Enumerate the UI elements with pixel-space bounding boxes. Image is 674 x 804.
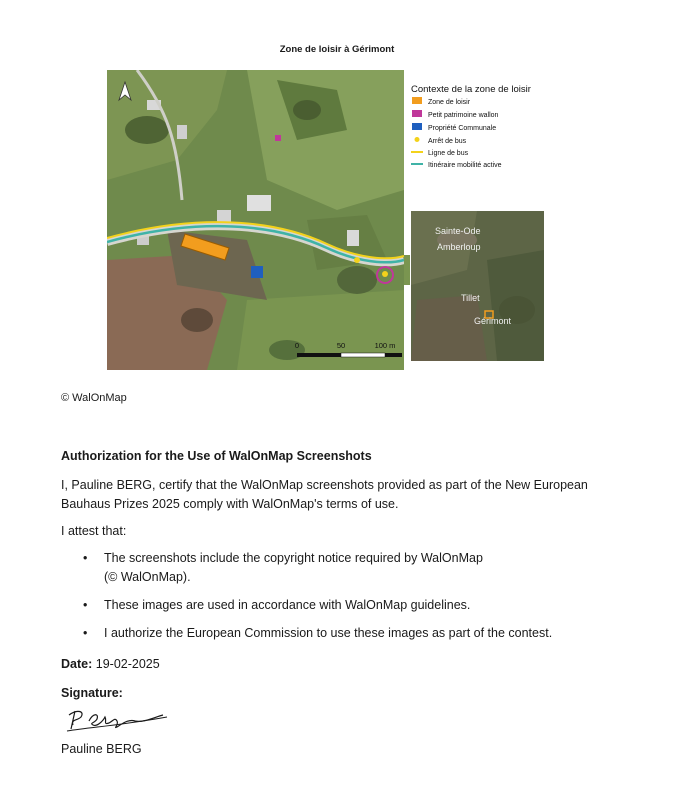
scale-label-100: 100 m [374,341,396,350]
legend-swatch-propriete [412,123,422,130]
bullet-icon: • [83,598,88,612]
list-item [61,596,641,615]
list-item [61,624,641,643]
map-title: Zone de loisir à Gérimont [279,44,395,55]
list-item [61,549,641,587]
inset-label-sainte-ode: Sainte-Ode [435,226,481,236]
map-credit: © WalOnMap [61,392,127,404]
bullet-icon: • [83,626,88,640]
inset-label-gerimont: Gérimont [474,316,512,326]
list-item-text-cont: (© WalOnMap). [104,570,191,584]
aerial-map [107,70,404,370]
legend-title: Contexte de la zone de loisir [411,84,531,95]
legend-swatch-patrimoine [412,110,422,117]
legend-label-patrimoine: Petit patrimoine wallon [428,112,499,119]
date-label: Date: [61,657,93,671]
legend-label-bus-stop: Arrêt de bus [428,138,467,145]
list-item-text: These images are used in accordance with WalOnMap guidelines. [104,598,471,612]
legend-label-zone: Zone de loisir [428,99,471,106]
attestation-list [61,549,641,652]
document-heading: Authorization for the Use of WalOnMap Screenshots [61,449,372,463]
date-line [61,655,621,674]
legend-swatch-zone [412,97,422,104]
signer-name: Pauline BERG [61,742,142,756]
attest-intro: I attest that: [61,524,127,538]
bullet-icon: • [83,551,88,565]
date-value: 19-02-2025 [95,657,160,671]
certification-paragraph: I, Pauline BERG, certify that the WalOnMap screenshots provided as part of the New European Bauhaus Prizes 2025 comply with WalOnMap's terms of use. [61,478,588,511]
signature-label: Signature: [61,686,123,700]
map-figure-svg [107,70,547,370]
map-figure [107,70,547,370]
scale-label-50: 50 [336,341,346,350]
legend-label-bus-line: Ligne de bus [428,150,469,157]
legend-label-active-mobility: Itinéraire mobilité active [428,162,502,169]
scale-label-0: 0 [294,341,300,350]
list-item-text: I authorize the European Commission to use these images as part of the contest. [104,626,553,640]
handwritten-signature [63,703,173,740]
inset-label-tillet: Tillet [461,293,480,303]
legend-bus-stop-icon [415,137,420,142]
list-item-text: The screenshots include the copyright notice required by WalOnMap [104,551,483,565]
inset-label-amberloup: Amberloup [437,242,481,252]
legend-label-propriete: Propriété Communale [428,125,497,132]
inset-map [411,211,544,361]
